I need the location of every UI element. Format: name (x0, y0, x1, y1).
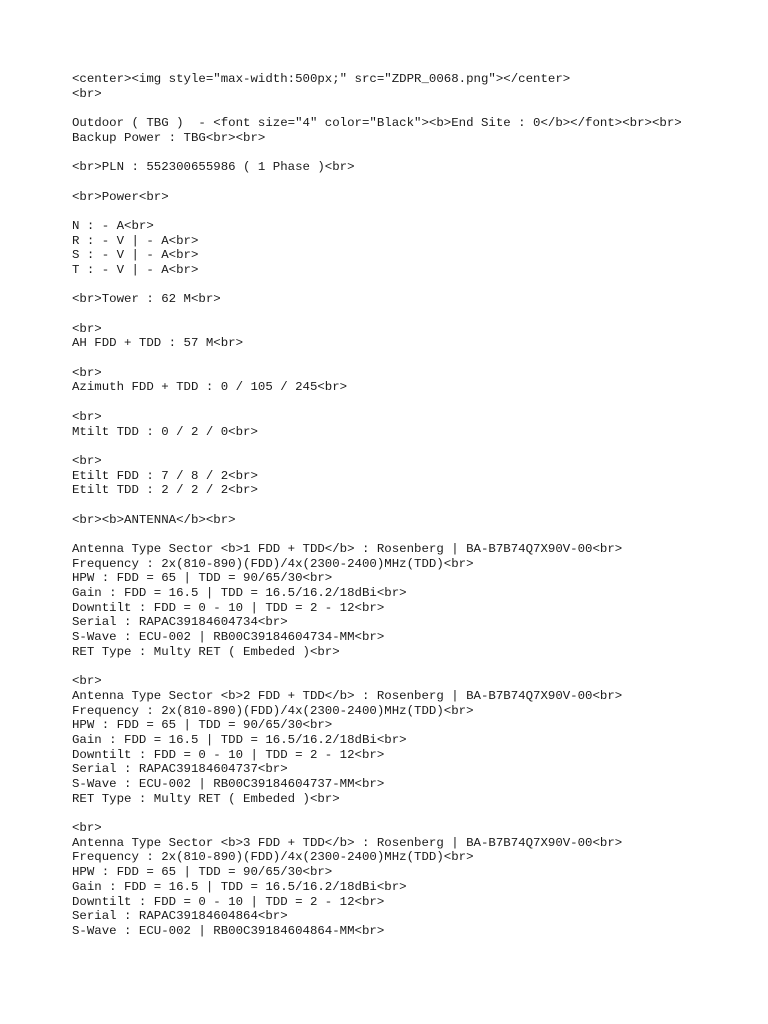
text-line: <br><b>ANTENNA</b><br> (72, 512, 236, 527)
text-line: <br> (72, 365, 102, 380)
blank-line (72, 307, 752, 322)
text-line: Antenna Type Sector <b>3 FDD + TDD</b> : Rosenberg | BA-B7B74Q7X90V-00<br> (72, 835, 623, 850)
text-line: Mtilt TDD : 0 / 2 / 0<br> (72, 424, 258, 439)
blank-line (72, 101, 752, 116)
text-line: S : - V | - A<br> (72, 248, 199, 263)
text-line: Etilt TDD : 2 / 2 / 2<br> (72, 483, 258, 498)
text-line: Frequency : 2x(810-890)(FDD)/4x(2300-2400)MHz(TDD)<br> (72, 556, 474, 571)
text-line: S-Wave : ECU-002 | RB00C39184604734-MM<br> (72, 630, 385, 645)
blank-line (72, 498, 752, 513)
text-line: Serial : RAPAC39184604737<br> (72, 762, 288, 777)
blank-line (72, 527, 752, 542)
text-line: Gain : FDD = 16.5 | TDD = 16.5/16.2/18dBi<br> (72, 879, 407, 894)
blank-line (72, 204, 752, 219)
text-line: <br> (72, 86, 102, 101)
text-line: S-Wave : ECU-002 | RB00C39184604864-MM<br> (72, 923, 385, 938)
text-line: Azimuth FDD + TDD : 0 / 105 / 245<br> (72, 380, 348, 395)
text-line: RET Type : Multy RET ( Embeded )<br> (72, 644, 340, 659)
text-line: <br>Tower : 62 M<br> (72, 292, 221, 307)
text-line: Serial : RAPAC39184604734<br> (72, 615, 288, 630)
text-line: Downtilt : FDD = 0 - 10 | TDD = 2 - 12<br> (72, 747, 385, 762)
text-line: N : - A<br> (72, 218, 154, 233)
text-line: Outdoor ( TBG ) - <font size="4" color="Black"><b>End Site : 0</b></font><br><br> (72, 116, 682, 131)
text-line: R : - V | - A<br> (72, 233, 199, 248)
text-line: <br> (72, 409, 102, 424)
blank-line (72, 278, 752, 293)
text-line: Antenna Type Sector <b>2 FDD + TDD</b> : Rosenberg | BA-B7B74Q7X90V-00<br> (72, 688, 623, 703)
text-line: Serial : RAPAC39184604864<br> (72, 909, 288, 924)
text-line: S-Wave : ECU-002 | RB00C39184604737-MM<br> (72, 777, 385, 791)
text-line: <br> (72, 821, 102, 836)
text-line: HPW : FDD = 65 | TDD = 90/65/30<br> (72, 718, 333, 733)
blank-line (72, 439, 752, 454)
text-line: T : - V | - A<br> (72, 262, 199, 277)
blank-line (72, 660, 752, 675)
text-line: <br>Power<br> (72, 189, 169, 204)
text-line: Gain : FDD = 16.5 | TDD = 16.5/16.2/18dBi<br> (72, 732, 407, 747)
blank-line (72, 351, 752, 366)
text-line: Antenna Type Sector <b>1 FDD + TDD</b> : Rosenberg | BA-B7B74Q7X90V-00<br> (72, 542, 623, 556)
document-body (72, 72, 752, 939)
text-line: Gain : FDD = 16.5 | TDD = 16.5/16.2/18dBi<br> (72, 586, 407, 601)
text-line: HPW : FDD = 65 | TDD = 90/65/30<br> (72, 865, 333, 880)
text-line: <br> (72, 674, 102, 689)
text-line: HPW : FDD = 65 | TDD = 90/65/30<br> (72, 571, 333, 586)
text-line: Backup Power : TBG<br><br> (72, 130, 266, 145)
text-line: RET Type : Multy RET ( Embeded )<br> (72, 791, 340, 806)
text-line: <br>PLN : 552300655986 ( 1 Phase )<br> (72, 160, 355, 175)
text-line: Downtilt : FDD = 0 - 10 | TDD = 2 - 12<br> (72, 894, 385, 909)
text-line: AH FDD + TDD : 57 M<br> (72, 336, 244, 351)
text-line: Downtilt : FDD = 0 - 10 | TDD = 2 - 12<br> (72, 600, 385, 615)
blank-line (72, 395, 752, 410)
blank-line (72, 806, 752, 821)
text-line: <br> (72, 321, 102, 336)
text-line: <center><img style="max-width:500px;" src="ZDPR_0068.png"></center> (72, 72, 571, 86)
text-line: Frequency : 2x(810-890)(FDD)/4x(2300-2400)MHz(TDD)<br> (72, 703, 474, 718)
text-line: Etilt FDD : 7 / 8 / 2<br> (72, 468, 258, 483)
blank-line (72, 145, 752, 160)
text-line: <br> (72, 453, 102, 468)
blank-line (72, 175, 752, 190)
text-line: Frequency : 2x(810-890)(FDD)/4x(2300-2400)MHz(TDD)<br> (72, 850, 474, 865)
